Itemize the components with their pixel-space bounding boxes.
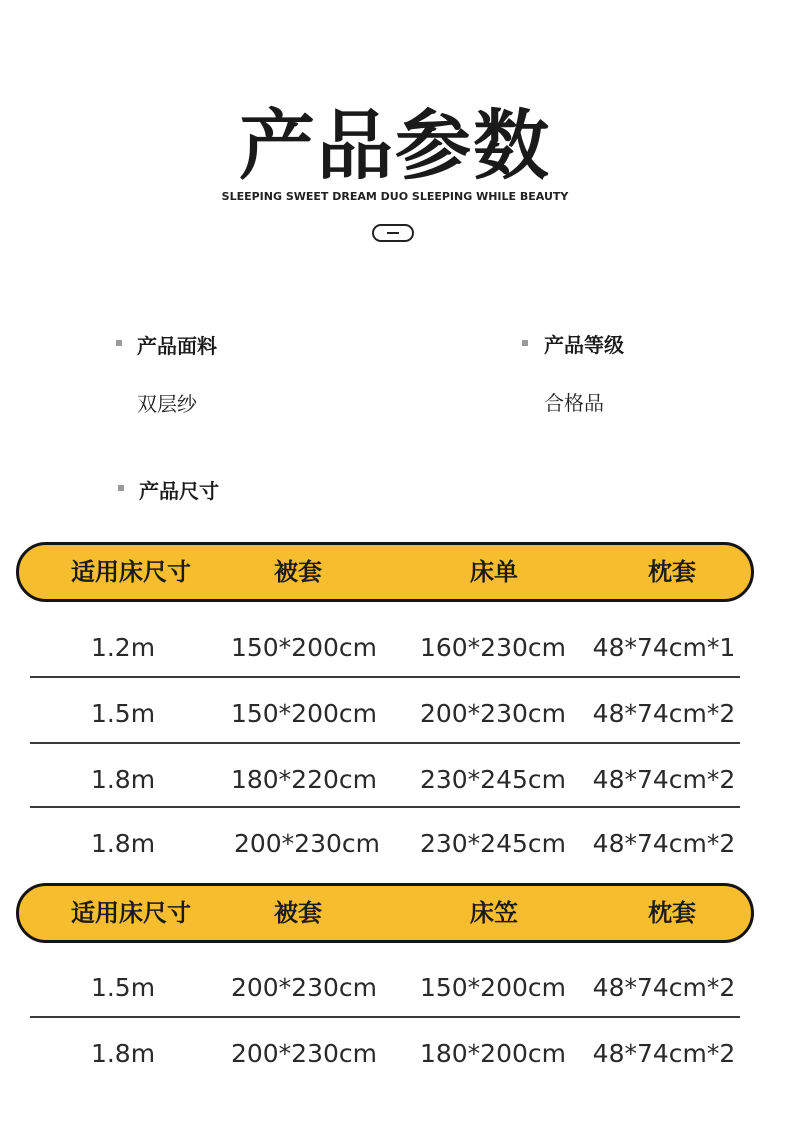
row-divider — [30, 1016, 740, 1018]
table1-header-pillowcase: 枕套 — [648, 558, 696, 586]
cell-pillowcase: 48*74cm*1 — [592, 633, 736, 662]
cell-bed-size: 1.5m — [90, 973, 156, 1002]
table-row — [0, 684, 790, 744]
cell-bed-size: 1.8m — [90, 829, 156, 858]
cell-fitted-sheet: 180*200cm — [419, 1039, 567, 1068]
cell-duvet: 200*230cm — [230, 973, 378, 1002]
cell-duvet: 150*200cm — [230, 633, 378, 662]
table2-header-pillowcase: 枕套 — [648, 899, 696, 927]
table-row — [0, 618, 790, 678]
fabric-bullet-icon — [116, 340, 122, 346]
table-row — [0, 1024, 790, 1084]
size-label: 产品尺寸 — [139, 479, 219, 503]
cell-sheet: 230*245cm — [419, 829, 567, 858]
table1-header-bed-size: 适用床尺寸 — [71, 558, 191, 586]
table-row — [0, 750, 790, 810]
cell-pillowcase: 48*74cm*2 — [592, 1039, 736, 1068]
cell-bed-size: 1.5m — [90, 699, 156, 728]
minus-pill-icon — [372, 224, 414, 242]
cell-duvet: 200*230cm — [230, 1039, 378, 1068]
row-divider — [30, 676, 740, 678]
table2-header — [16, 883, 754, 943]
table1-header — [16, 542, 754, 602]
cell-pillowcase: 48*74cm*2 — [592, 699, 736, 728]
size-bullet-icon — [118, 485, 124, 491]
table2-header-duvet: 被套 — [274, 899, 322, 927]
table2-header-fitted-sheet: 床笠 — [470, 899, 518, 927]
table1-header-duvet: 被套 — [274, 558, 322, 586]
cell-pillowcase: 48*74cm*2 — [592, 829, 736, 858]
table-row — [0, 814, 790, 874]
cell-sheet: 230*245cm — [419, 765, 567, 794]
grade-bullet-icon — [522, 340, 528, 346]
cell-duvet: 200*230cm — [233, 829, 381, 858]
page-title: 产品参数 — [239, 101, 551, 190]
cell-sheet: 160*230cm — [419, 633, 567, 662]
grade-value: 合格品 — [544, 391, 604, 415]
table2-header-bed-size: 适用床尺寸 — [71, 899, 191, 927]
cell-duvet: 180*220cm — [230, 765, 378, 794]
table-row — [0, 958, 790, 1018]
cell-sheet: 200*230cm — [419, 699, 567, 728]
cell-fitted-sheet: 150*200cm — [419, 973, 567, 1002]
fabric-value: 双层纱 — [137, 392, 197, 416]
cell-pillowcase: 48*74cm*2 — [592, 973, 736, 1002]
cell-bed-size: 1.8m — [90, 765, 156, 794]
row-divider — [30, 742, 740, 744]
fabric-label: 产品面料 — [137, 334, 217, 358]
cell-bed-size: 1.2m — [90, 633, 156, 662]
cell-duvet: 150*200cm — [230, 699, 378, 728]
table1-header-sheet: 床单 — [470, 558, 518, 586]
page-subtitle: SLEEPING SWEET DREAM DUO SLEEPING WHILE BEAUTY — [221, 190, 569, 203]
cell-bed-size: 1.8m — [90, 1039, 156, 1068]
row-divider — [30, 806, 740, 808]
cell-pillowcase: 48*74cm*2 — [592, 765, 736, 794]
grade-label: 产品等级 — [544, 333, 624, 357]
